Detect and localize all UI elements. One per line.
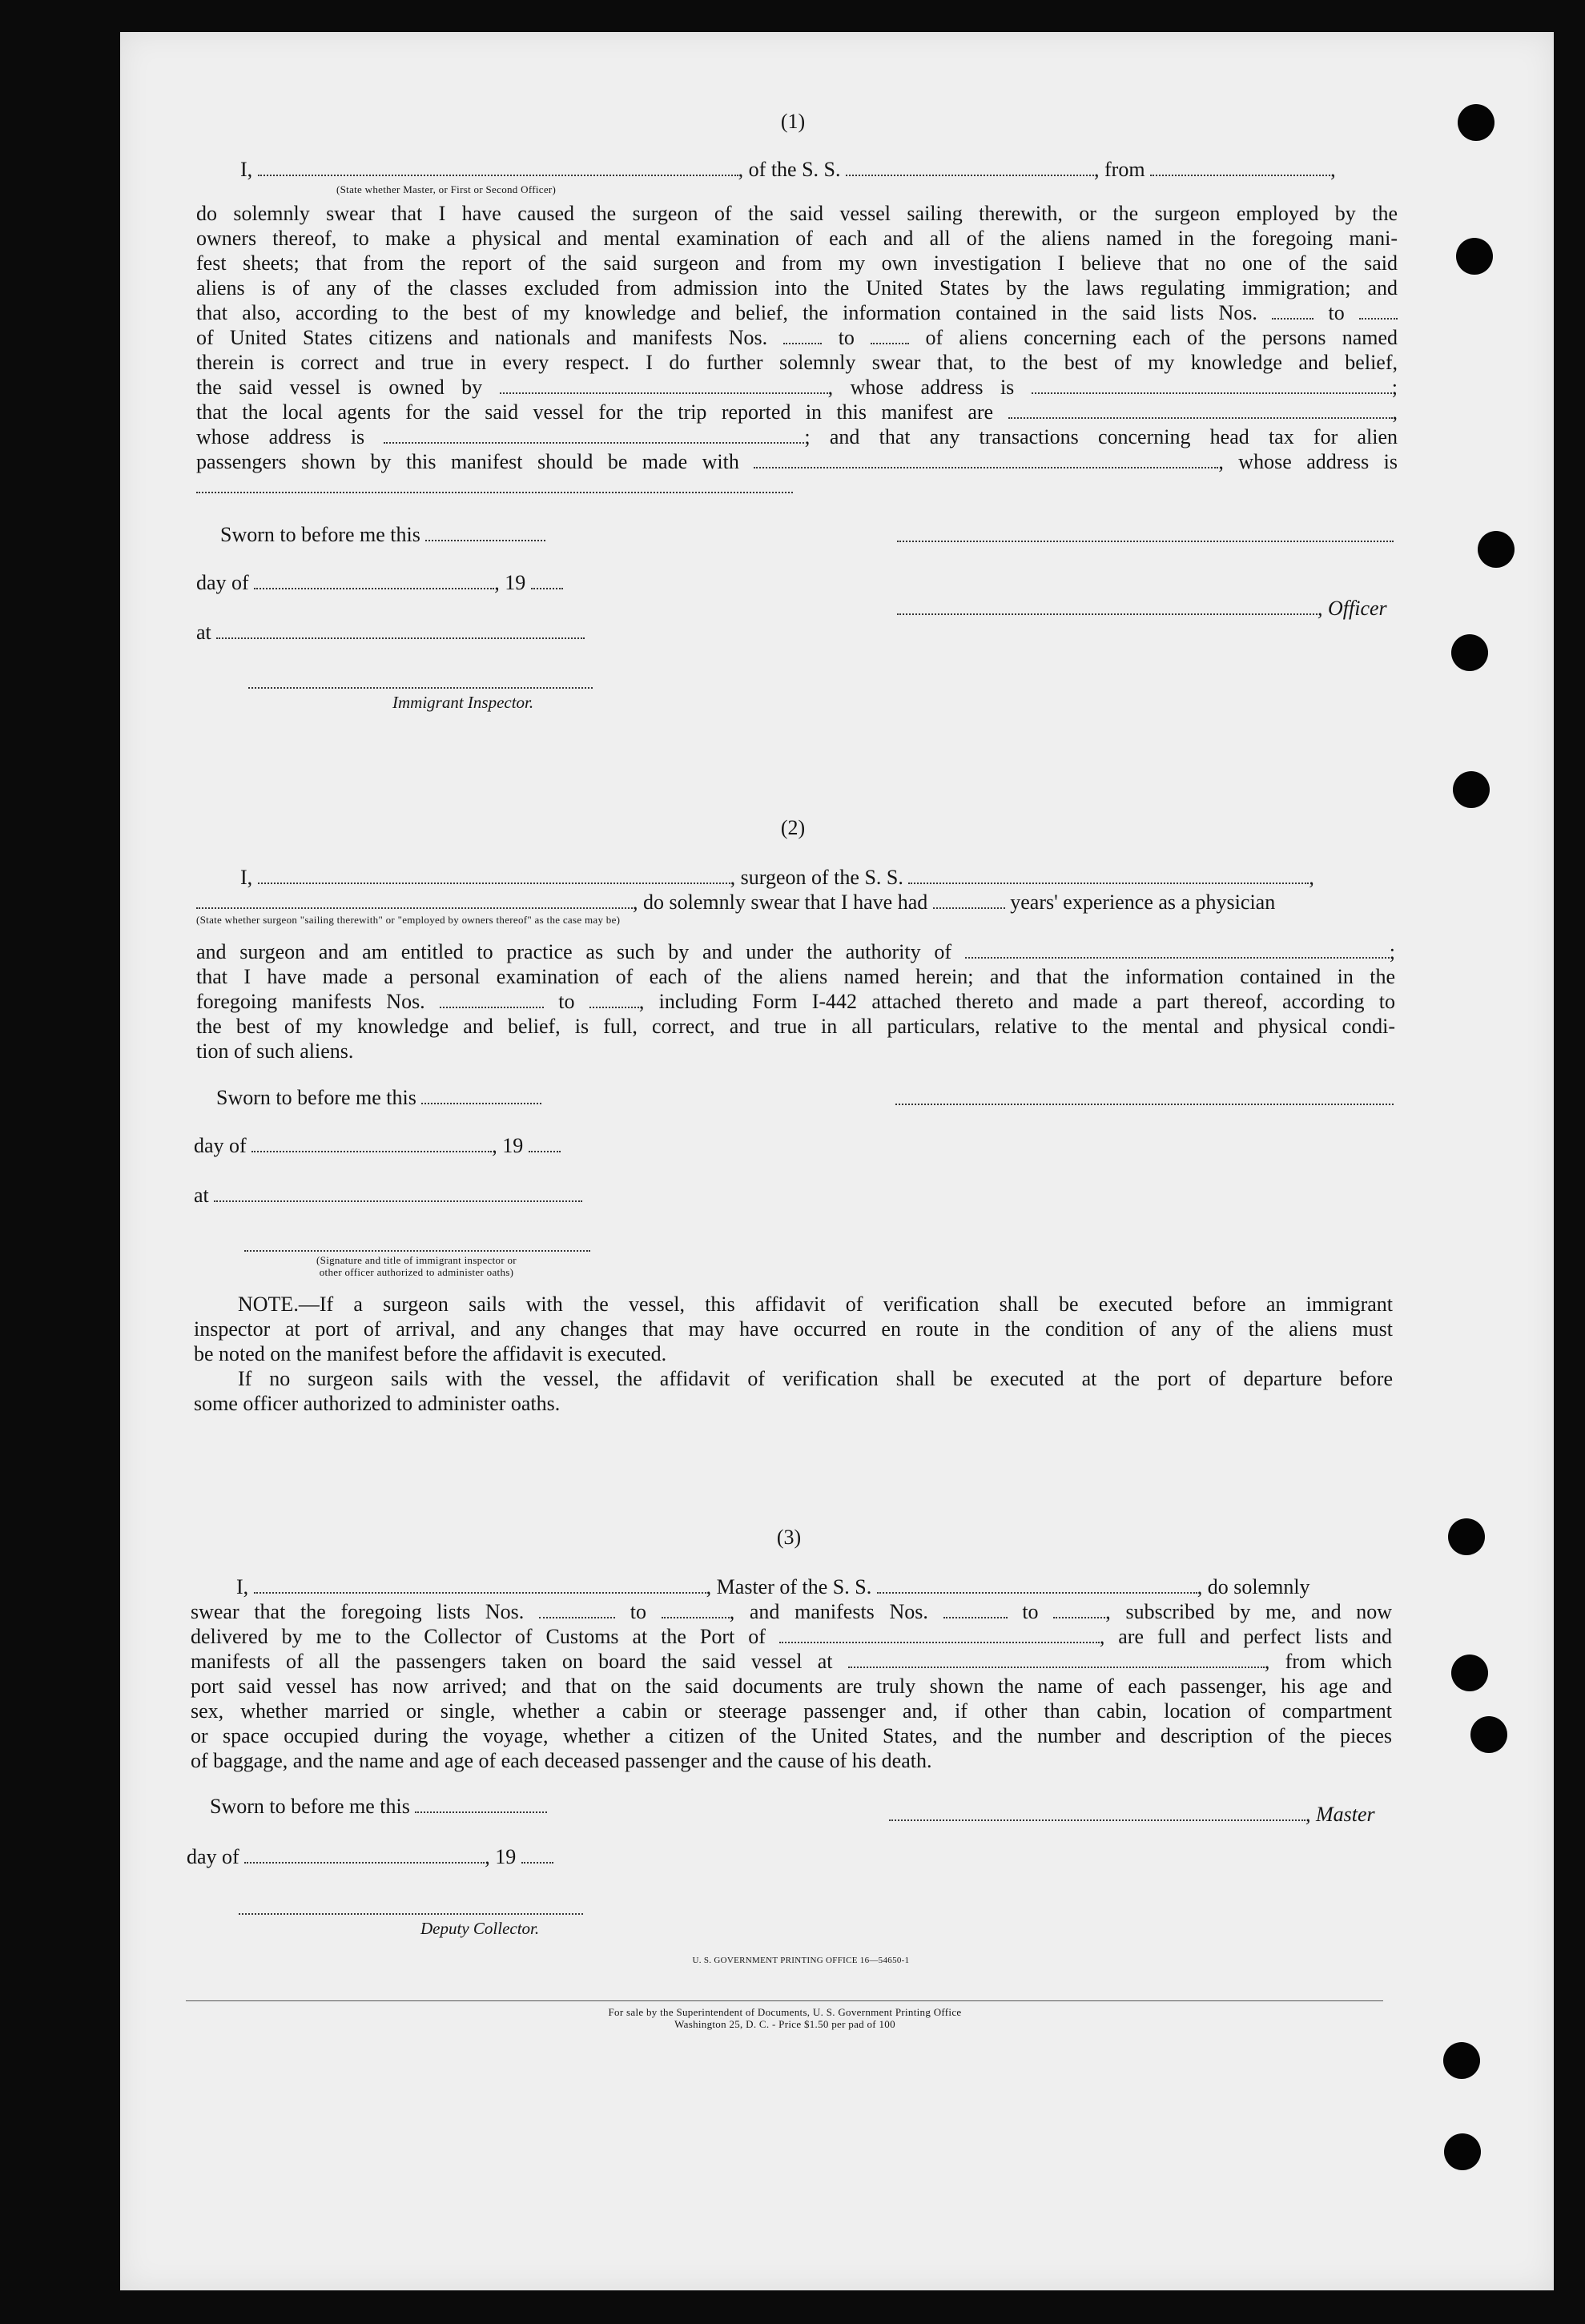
manifests-nos-label: foregoing manifests Nos. (196, 990, 425, 1013)
aliens-label: of aliens concerning each of the persons named (925, 326, 1398, 349)
affidavit-line: therein is correct and true in every respect. I do further solemnly swear that, to the best of my knowledge and belief, (196, 351, 1398, 374)
note-line: NOTE.—If a surgeon sails with the vessel, this affidavit of verification shall be executed before an immigrant (238, 1293, 1393, 1316)
affidavit-line (191, 1649, 1392, 1674)
punch-hole (1478, 531, 1515, 568)
local-agents-label: that the local agents for the said vessel for the trip reported in this manifest are (196, 400, 994, 424)
manifests-to-field[interactable] (871, 328, 909, 344)
authority-label: and surgeon and am entitled to practice as such by and under the authority of (196, 940, 952, 963)
affidavit-line (196, 939, 1395, 964)
manifests-to-field[interactable] (1053, 1602, 1105, 1618)
affidavit-line: sex, whether married or single, whether a cabin or steerage passenger and, if other than cabin, location of compartment (191, 1699, 1392, 1723)
signature-note-line: other officer authorized to administer oaths) (319, 1266, 514, 1278)
footer-rule (186, 2000, 1383, 2001)
affidavit-line: the best of my knowledge and belief, is full, correct, and true in all particulars, relative to the mental and physical condi- (196, 1015, 1395, 1038)
solemnly-swear-label: , do solemnly swear that I have had (633, 891, 928, 914)
sworn-text: Sworn to before me this (220, 523, 420, 546)
surgeon-vessel-field[interactable] (908, 868, 1309, 884)
at-place-field[interactable] (214, 1186, 582, 1202)
signature-note-line: (Signature and title of immigrant inspector or (316, 1254, 517, 1266)
note-line: If no surgeon sails with the vessel, the affidavit of verification shall be executed at the port of departure before (238, 1367, 1393, 1390)
do-solemnly-label: , do solemnly (1197, 1575, 1310, 1598)
month-field[interactable] (251, 1136, 492, 1152)
section-1-affidavit (196, 201, 1398, 474)
form-i442-label: , including Form I-442 attached thereto and made a part thereof, according to (638, 990, 1396, 1013)
section-2-number: (2) (780, 816, 806, 839)
affidavit-line: or space occupied during the voyage, whether a citizen of the United States, and the number and description of the pieces (191, 1724, 1392, 1747)
affidavit-line: that I have made a personal examination of each of the aliens named herein; and that the information contained in the (196, 965, 1395, 988)
address-continuation-line[interactable] (196, 492, 793, 493)
section-1-first-line (240, 157, 1398, 182)
master-name-field[interactable] (258, 160, 738, 176)
affidavit-line (196, 300, 1398, 325)
master-signature (889, 1802, 1392, 1827)
at-text: at (194, 1184, 209, 1207)
punch-hole (1451, 634, 1488, 671)
master-signature-field[interactable] (889, 1805, 1305, 1821)
vessel-name-field[interactable] (877, 1578, 1197, 1594)
whose-address-label: whose address is (196, 425, 365, 448)
note-line: inspector at port of arrival, and any changes that may have occurred en route in the condition of any of the aliens must (194, 1317, 1393, 1341)
owner-field[interactable] (500, 378, 828, 394)
lists-nos-label: that also, according to the best of my knowledge and belief, the information contained in the said lists Nos. (196, 301, 1257, 324)
manifests-nos-label: , and manifests Nos. (729, 1600, 928, 1623)
year-prefix: , 19 (492, 1134, 524, 1157)
comma: , (1309, 866, 1314, 889)
surgeon-note: (State whether surgeon "sailing therewith" or "employed by owners thereof" as the case may be) (196, 914, 621, 926)
sworn-day-field[interactable] (425, 525, 545, 541)
affidavit-line (196, 989, 1395, 1014)
signature-title-note (232, 1254, 601, 1278)
affidavit-line (196, 400, 1398, 424)
sworn-label (220, 522, 545, 547)
year-field[interactable] (531, 573, 563, 589)
section-1-number: (1) (780, 110, 806, 133)
affidavit-line: port said vessel has now arrived; and that on the said documents are truly shown the name of each passenger, his age and (191, 1675, 1392, 1698)
officer-signature (897, 596, 1398, 621)
affidavit-line (196, 424, 1398, 449)
affidavit-line: do solemnly swear that I have caused the surgeon of the said vessel sailing therewith, or the surgeon employed by the (196, 202, 1398, 225)
officer-signature-line-top[interactable] (897, 541, 1394, 542)
taken-on-board-label: manifests of all the passengers taken on board the said vessel at (191, 1650, 833, 1673)
lists-to-field[interactable] (662, 1602, 730, 1618)
years-experience-label: years' experience as a physician (1010, 891, 1276, 914)
day-of-label (194, 1133, 561, 1158)
semicolon: ; (1391, 376, 1398, 399)
deputy-collector-signature-line[interactable] (239, 1913, 583, 1915)
affidavit-line (191, 1624, 1392, 1649)
local-agents-field[interactable] (1008, 403, 1393, 419)
comma: , (1392, 400, 1398, 424)
from-port-field[interactable] (1150, 160, 1330, 176)
owned-by-label: the said vessel is owned by (196, 376, 483, 399)
owner-address-field[interactable] (1032, 378, 1392, 394)
agents-address-field[interactable] (384, 428, 804, 444)
sworn-day-field[interactable] (421, 1088, 541, 1104)
section-3-number: (3) (776, 1526, 802, 1549)
punch-hole (1451, 1655, 1488, 1691)
semicolon: ; (1389, 940, 1396, 963)
whose-address-label: , whose address is (1218, 450, 1398, 473)
to-label: to (630, 1600, 646, 1623)
surgeon-status-field[interactable] (196, 893, 633, 909)
subscribed-label: , subscribed by me, and now (1105, 1600, 1393, 1623)
vessel-name-field[interactable] (846, 160, 1094, 176)
day-of-label (187, 1844, 553, 1869)
to-label: to (838, 326, 855, 349)
inspector-signature-line[interactable] (248, 687, 593, 689)
note-line: be noted on the manifest before the affidavit is executed. (194, 1342, 667, 1365)
surgeon-name-field[interactable] (258, 868, 730, 884)
from-label: , from (1094, 158, 1145, 181)
month-field[interactable] (254, 573, 494, 589)
master-of-ss-label: , Master of the S. S. (706, 1575, 872, 1598)
affidavit-line: fest sheets; that from the report of the said surgeon and from my own investigation I believe that no one of the said (196, 251, 1398, 275)
sale-notice-line: Washington 25, D. C. - Price $1.50 per pad of 100 (674, 2018, 895, 2030)
head-tax-party-field[interactable] (754, 452, 1218, 468)
section-2-affidavit (196, 939, 1395, 1063)
section-2-second-line (196, 890, 1398, 915)
pronoun-i: I, (240, 158, 253, 181)
officer-label: , Officer (1317, 597, 1387, 620)
section-3-affidavit (191, 1599, 1392, 1773)
year-prefix: , 19 (485, 1845, 517, 1868)
section-2-first-line (240, 865, 1398, 890)
lists-from-field[interactable] (539, 1602, 615, 1618)
lists-from-field[interactable] (1272, 304, 1313, 320)
boarding-port-field[interactable] (848, 1652, 1265, 1668)
collector-port-label: delivered by me to the Collector of Customs at the Port of (191, 1625, 766, 1648)
sale-notice (424, 2006, 1145, 2030)
year-field[interactable] (521, 1848, 553, 1864)
surgeon-signature-line[interactable] (895, 1104, 1394, 1105)
sworn-text: Sworn to before me this (216, 1086, 416, 1109)
authority-field[interactable] (965, 943, 1390, 959)
gpo-imprint: U. S. GOVERNMENT PRINTING OFFICE 16—54650-1 (692, 1956, 910, 1965)
comma: , (1330, 158, 1336, 181)
affidavit-line (191, 1599, 1392, 1624)
manifests-nos-label: of United States citizens and nationals and manifests Nos. (196, 326, 768, 349)
port-field[interactable] (779, 1627, 1100, 1643)
affidavit-line: owners thereof, to make a physical and mental examination of each and all of the aliens named in the foregoing mani- (196, 227, 1398, 250)
pronoun-i: I, (240, 866, 253, 889)
month-field[interactable] (244, 1848, 485, 1864)
sworn-label (216, 1085, 541, 1110)
made-with-label: passengers shown by this manifest should be made with (196, 450, 739, 473)
year-field[interactable] (529, 1136, 561, 1152)
lists-to-field[interactable] (1359, 304, 1398, 320)
manifests-from-field[interactable] (783, 328, 822, 344)
whose-address-label: , whose address is (827, 376, 1015, 399)
affidavit-line: of baggage, and the name and age of each deceased passenger and the cause of his death. (191, 1749, 932, 1772)
section-3-first-line (236, 1574, 1392, 1599)
section-2-note (194, 1292, 1393, 1416)
affidavit-line (196, 375, 1398, 400)
punch-hole (1456, 238, 1493, 275)
punch-hole (1443, 2042, 1480, 2079)
sworn-label (210, 1794, 547, 1819)
of-the-ss-label: , of the S. S. (738, 158, 841, 181)
manifests-to-field[interactable] (589, 992, 639, 1008)
full-perfect-label: , are full and perfect lists and (1099, 1625, 1392, 1648)
pronoun-i: I, (236, 1575, 249, 1598)
at-label (194, 1183, 582, 1208)
manifests-from-field[interactable] (440, 992, 544, 1008)
master-name-field[interactable] (254, 1578, 706, 1594)
manifests-from-field[interactable] (943, 1602, 1008, 1618)
day-of-label (196, 570, 563, 595)
at-place-field[interactable] (216, 623, 585, 639)
affidavit-line (196, 449, 1398, 474)
day-of-text: day of (194, 1134, 247, 1157)
punch-hole (1458, 104, 1494, 141)
affidavit-line: aliens is of any of the classes excluded from admission into the United States by the laws regulating immigration; and (196, 276, 1398, 300)
immigrant-inspector-label: Immigrant Inspector. (392, 693, 534, 712)
from-which-label: , from which (1264, 1650, 1393, 1673)
punch-hole (1444, 2133, 1481, 2170)
affidavit-line: tion of such aliens. (196, 1039, 354, 1063)
surgeon-of-ss-label: , surgeon of the S. S. (730, 866, 903, 889)
to-label: to (1328, 301, 1345, 324)
master-note: (State whether Master, or First or Second Officer) (336, 183, 557, 195)
day-of-text: day of (187, 1845, 239, 1868)
at-text: at (196, 621, 211, 644)
sworn-text: Sworn to before me this (210, 1795, 410, 1818)
punch-hole (1448, 1518, 1485, 1555)
punch-hole (1470, 1716, 1507, 1753)
officer-signature-field[interactable] (897, 599, 1317, 615)
to-label: to (558, 990, 575, 1013)
deputy-collector-label: Deputy Collector. (420, 1919, 540, 1938)
sworn-day-field[interactable] (415, 1797, 547, 1813)
master-label: , Master (1305, 1803, 1375, 1826)
day-of-text: day of (196, 571, 249, 594)
affidavit-line (196, 325, 1398, 350)
authorized-officer-signature-line[interactable] (244, 1250, 590, 1252)
lists-nos-label: swear that the foregoing lists Nos. (191, 1600, 525, 1623)
punch-hole (1453, 771, 1490, 808)
head-tax-label: ; and that any transactions concerning head tax for alien (804, 425, 1398, 448)
at-label (196, 620, 585, 645)
note-line: some officer authorized to administer oaths. (194, 1392, 561, 1415)
sale-notice-line: For sale by the Superintendent of Documents, U. S. Government Printing Office (608, 2006, 962, 2018)
to-label: to (1022, 1600, 1039, 1623)
year-prefix: , 19 (494, 571, 526, 594)
years-field[interactable] (933, 893, 1005, 909)
